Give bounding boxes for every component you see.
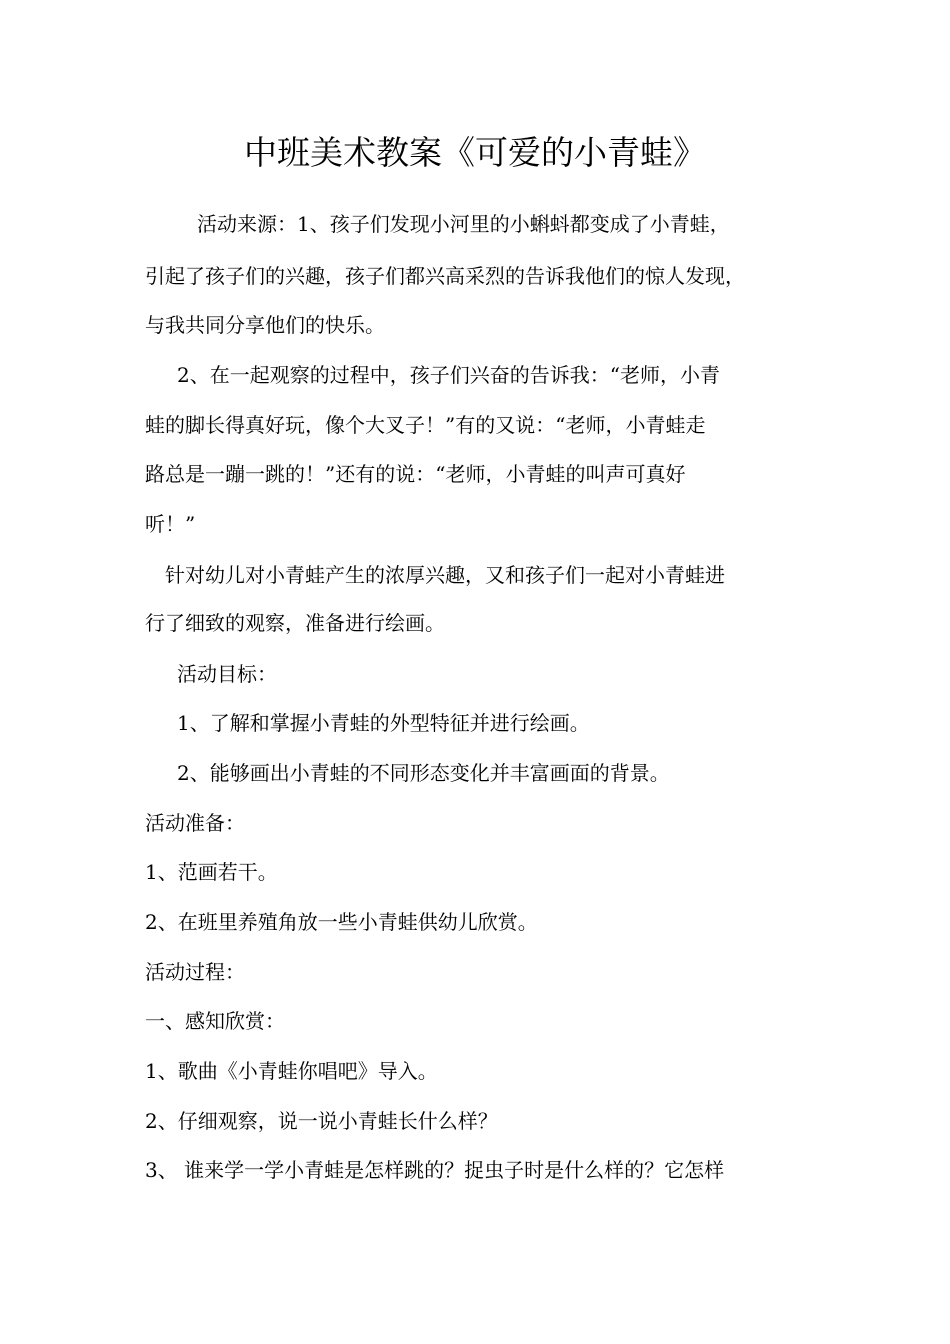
list-item: 1、歌曲《小青蛙你唱吧》导入。 [145,1059,438,1083]
section-heading: 活动目标： [177,662,277,686]
subsection-heading: 一、感知欣赏： [145,1009,285,1033]
list-item: 1、范画若干。 [145,860,278,884]
list-item: 1、了解和掌握小青蛙的外型特征并进行绘画。 [177,711,590,735]
paragraph-line: 与我共同分享他们的快乐。 [145,313,385,337]
section-heading: 活动过程： [145,960,245,984]
list-item: 2、在班里养殖角放一些小青蛙供幼儿欣赏。 [145,910,538,934]
section-heading: 活动准备： [145,811,245,835]
paragraph-line: 活动来源：1、孩子们发现小河里的小蝌蚪都变成了小青蛙， [197,212,730,236]
list-item: 3、 谁来学一学小青蛙是怎样跳的？捉虫子时是什么样的？它怎样 [145,1158,725,1182]
paragraph-line: 针对幼儿对小青蛙产生的浓厚兴趣，又和孩子们一起对小青蛙进 [165,563,725,587]
paragraph-line: 路总是一蹦一跳的！”还有的说：“老师，小青蛙的叫声可真好 [145,462,686,486]
paragraph-line: 蛙的脚长得真好玩，像个大叉子！”有的又说：“老师，小青蛙走 [145,413,706,437]
paragraph-line: 2、在一起观察的过程中，孩子们兴奋的告诉我：“老师，小青 [177,363,720,387]
paragraph-line: 听！” [145,512,196,536]
paragraph-line: 引起了孩子们的兴趣，孩子们都兴高采烈的告诉我他们的惊人发现， [145,264,745,288]
paragraph-line: 行了细致的观察，准备进行绘画。 [145,611,445,635]
document-title: 中班美术教案《可爱的小青蛙》 [244,133,706,172]
list-item: 2、仔细观察，说一说小青蛙长什么样？ [145,1109,498,1133]
list-item: 2、能够画出小青蛙的不同形态变化并丰富画面的背景。 [177,761,670,785]
